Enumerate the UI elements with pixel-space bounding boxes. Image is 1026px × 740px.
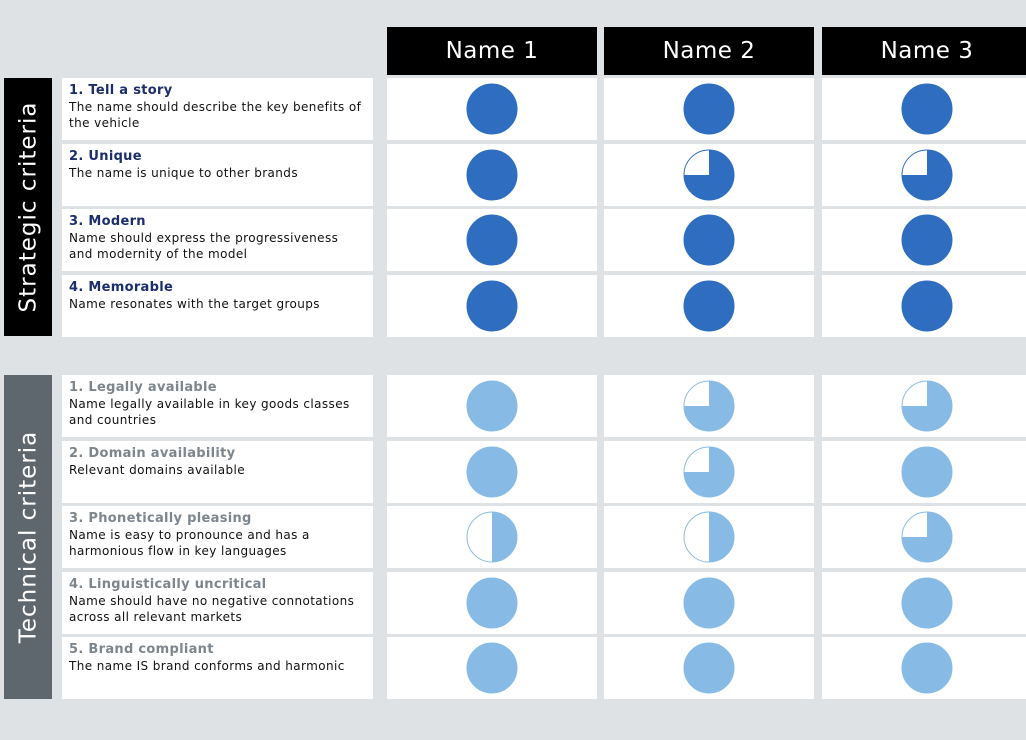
score-cell-strategic-1-name-2 [604, 78, 814, 140]
harvey-ball [466, 642, 518, 694]
harvey-ball-base [467, 84, 517, 134]
harvey-ball-base [684, 84, 734, 134]
criterion-description: Relevant domains available [69, 462, 246, 477]
harvey-ball-fill [709, 512, 734, 562]
harvey-ball-base [467, 643, 517, 693]
score-cell-strategic-3-name-3 [822, 209, 1026, 271]
score-cell-technical-1-name-3 [822, 375, 1026, 437]
harvey-ball [466, 83, 518, 135]
harvey-ball-base [902, 643, 952, 693]
score-cell-technical-3-name-3 [822, 506, 1026, 568]
harvey-ball [466, 214, 518, 266]
harvey-ball-base [467, 215, 517, 265]
harvey-ball [466, 446, 518, 498]
harvey-ball [683, 642, 735, 694]
harvey-ball-base [467, 150, 517, 200]
harvey-ball [683, 380, 735, 432]
section-label-technical [4, 375, 52, 699]
harvey-ball-base [902, 84, 952, 134]
criterion-title: 4. Memorable [69, 279, 174, 295]
harvey-ball [901, 642, 953, 694]
harvey-ball [901, 577, 953, 629]
harvey-ball [901, 511, 953, 563]
criterion-description: Name should have no negative connotations across all relevant markets [69, 593, 355, 624]
harvey-ball-base [902, 578, 952, 628]
score-cell-technical-2-name-2 [604, 441, 814, 503]
criterion-technical-1 [62, 375, 373, 437]
criterion-technical-3 [62, 506, 373, 568]
harvey-ball-base [467, 281, 517, 331]
section-label-technical-text: Technical criteria [15, 430, 41, 644]
score-cell-strategic-4-name-2 [604, 275, 814, 337]
criterion-technical-2 [62, 441, 373, 503]
score-cell-strategic-2-name-3 [822, 144, 1026, 206]
harvey-ball [466, 511, 518, 563]
score-cell-strategic-4-name-3 [822, 275, 1026, 337]
harvey-ball [683, 511, 735, 563]
column-header-name-2: Name 2 [604, 27, 814, 75]
section-label-strategic-text: Strategic criteria [15, 101, 42, 313]
harvey-ball-base [902, 447, 952, 497]
criterion-title: 4. Linguistically uncritical [69, 576, 267, 592]
criterion-title: 5. Brand compliant [69, 642, 214, 657]
harvey-ball-base [902, 215, 952, 265]
harvey-ball-base [467, 381, 517, 431]
harvey-ball-base [684, 578, 734, 628]
section-label-strategic [4, 78, 52, 336]
score-cell-technical-4-name-3 [822, 572, 1026, 634]
harvey-ball [466, 149, 518, 201]
harvey-ball-base [684, 215, 734, 265]
harvey-ball [683, 446, 735, 498]
harvey-ball-base [467, 578, 517, 628]
harvey-ball [466, 380, 518, 432]
harvey-ball-fill [492, 512, 517, 562]
score-cell-strategic-4-name-1 [387, 275, 597, 337]
harvey-ball [683, 83, 735, 135]
criterion-title: 2. Domain availability [69, 445, 236, 461]
criterion-strategic-4 [62, 275, 373, 337]
harvey-ball [901, 446, 953, 498]
criterion-strategic-3 [62, 209, 373, 271]
score-cell-strategic-3-name-2 [604, 209, 814, 271]
harvey-ball [683, 214, 735, 266]
harvey-ball [683, 280, 735, 332]
criterion-description: Name is easy to pronounce and has a harmonious flow in key languages [69, 528, 310, 558]
criterion-title: 2. Unique [69, 148, 142, 164]
score-cell-technical-1-name-1 [387, 375, 597, 437]
criterion-technical-5 [62, 637, 373, 699]
criterion-title: 3. Modern [69, 214, 146, 229]
score-cell-technical-5-name-1 [387, 637, 597, 699]
score-cell-strategic-1-name-1 [387, 78, 597, 140]
score-cell-strategic-1-name-3 [822, 78, 1026, 140]
criterion-strategic-2 [62, 144, 373, 206]
column-header-name-3: Name 3 [822, 27, 1026, 75]
score-cell-technical-1-name-2 [604, 375, 814, 437]
score-cell-technical-2-name-1 [387, 441, 597, 503]
criterion-strategic-1 [62, 78, 373, 140]
criterion-technical-4 [62, 572, 373, 634]
harvey-ball [901, 214, 953, 266]
harvey-ball-base [684, 643, 734, 693]
score-cell-technical-3-name-2 [604, 506, 814, 568]
harvey-ball [901, 83, 953, 135]
harvey-ball [683, 577, 735, 629]
criterion-title: 3. Phonetically pleasing [69, 511, 252, 526]
harvey-ball-base [902, 281, 952, 331]
score-cell-technical-2-name-3 [822, 441, 1026, 503]
harvey-ball [901, 149, 953, 201]
score-cell-technical-5-name-2 [604, 637, 814, 699]
score-cell-strategic-2-name-2 [604, 144, 814, 206]
criterion-description: The name should describe the key benefits of the vehicle [69, 100, 362, 130]
column-header-name-1: Name 1 [387, 27, 597, 75]
score-cell-strategic-2-name-1 [387, 144, 597, 206]
criterion-title: 1. Tell a story [69, 83, 173, 98]
harvey-ball [683, 149, 735, 201]
harvey-ball [466, 577, 518, 629]
harvey-ball [901, 280, 953, 332]
score-cell-technical-4-name-2 [604, 572, 814, 634]
score-cell-technical-3-name-1 [387, 506, 597, 568]
criterion-description: The name IS brand conforms and harmonic [69, 659, 345, 673]
score-cell-strategic-3-name-1 [387, 209, 597, 271]
criterion-title: 1. Legally available [69, 380, 217, 395]
harvey-ball-base [467, 447, 517, 497]
score-cell-technical-4-name-1 [387, 572, 597, 634]
harvey-ball-base [684, 281, 734, 331]
criterion-description: Name legally available in key goods classes and countries [69, 397, 350, 427]
criterion-description: Name should express the progressiveness and modernity of the model [69, 231, 339, 261]
score-cell-technical-5-name-3 [822, 637, 1026, 699]
criterion-description: The name is unique to other brands [69, 165, 298, 180]
harvey-ball [901, 380, 953, 432]
harvey-ball [466, 280, 518, 332]
criterion-description: Name resonates with the target groups [69, 296, 320, 311]
